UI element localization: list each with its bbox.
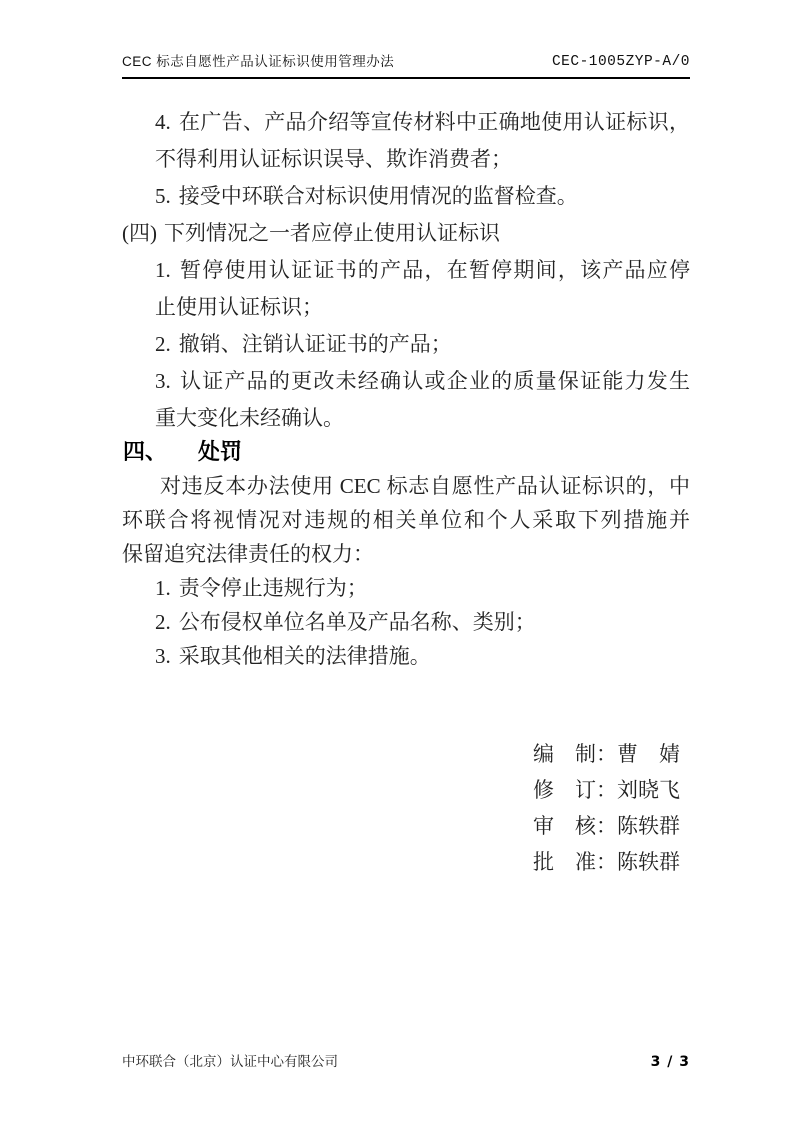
punishment-paragraph [122, 469, 690, 571]
list-item-5 [122, 178, 690, 215]
header-doc-number: CEC-1005ZYP-A/0 [551, 54, 690, 70]
list-item-line: 止使用认证标识； [155, 295, 323, 319]
signature-block [533, 736, 680, 880]
list-item-line [155, 571, 690, 605]
list-item-text: 接受中环联合对标识使用情况的监督检查。 [178, 184, 578, 208]
list-item-number: 2. [155, 610, 171, 634]
footer-company-name: 中环联合（北京）认证中心有限公司 [122, 1054, 338, 1069]
list-item-1 [122, 571, 690, 605]
section-heading-punishment [122, 437, 690, 469]
paragraph-line: 保留追究法律责任的权力： [122, 542, 374, 566]
page-footer [122, 1050, 690, 1070]
list-item-2 [122, 326, 690, 363]
paragraph-line: 对违反本办法使用 CEC 标志自愿性产品认证标识的，中 [160, 474, 690, 498]
list-item-3 [122, 639, 690, 673]
list-item-number: 1. [155, 576, 171, 600]
list-item-line [155, 178, 690, 215]
clause-text: 下列情况之一者应停止使用认证标识 [164, 221, 500, 245]
list-item-number: 5. [155, 184, 171, 208]
clause-line [122, 215, 690, 252]
list-item-text: 暂停使用认证证书的产品，在暂停期间，该产品应停 [178, 258, 690, 282]
list-item-1 [122, 252, 690, 326]
list-item-text: 撤销、注销认证证书的产品； [178, 332, 452, 356]
list-item-text: 认证产品的更改未经确认或企业的质量保证能力发生 [178, 369, 690, 393]
signature-row-approver: 批 准：陈轶群 [533, 850, 680, 874]
list-item-line [155, 605, 690, 639]
list-item-2 [122, 605, 690, 639]
list-item-line [155, 104, 690, 141]
list-item-line: 不得利用认证标识误导、欺诈消费者； [155, 147, 512, 171]
list-item-line [155, 326, 690, 363]
list-item-number: 2. [155, 332, 171, 356]
signature-row-compiler: 编 制：曹 婧 [533, 742, 680, 766]
list-item-number: 3. [155, 369, 171, 393]
punishment-measures-list [122, 571, 690, 673]
list-item-number: 1. [155, 258, 171, 282]
list-item-text: 在广告、产品介绍等宣传材料中正确地使用认证标识， [178, 110, 690, 134]
list-item-line [155, 363, 690, 400]
signature-row-reviser: 修 订：刘晓飞 [533, 778, 680, 802]
list-item-line [155, 252, 690, 289]
list-item-text: 责令停止违规行为； [178, 576, 368, 600]
signature-row-reviewer: 审 核：陈轶群 [533, 814, 680, 838]
list-item-line: 重大变化未经确认。 [155, 406, 344, 430]
paragraph-line: 环联合将视情况对违规的相关单位和个人采取下列措施并 [122, 508, 690, 532]
list-item-3 [122, 363, 690, 437]
section-heading-number: 四、 [123, 439, 168, 464]
list-item-text: 采取其他相关的法律措施。 [178, 644, 431, 668]
document-body [122, 104, 690, 673]
list-item-line [155, 639, 690, 673]
section-heading-title: 处罚 [198, 439, 243, 464]
clause-label: (四) [122, 221, 157, 245]
list-item-text: 公布侵权单位名单及产品名称、类别； [178, 610, 536, 634]
header-doc-title: CEC 标志自愿性产品认证标识使用管理办法 [122, 54, 395, 69]
clause-heading-4 [122, 215, 690, 252]
list-item-4 [122, 104, 690, 178]
list-item-number: 4. [155, 110, 171, 134]
list-item-number: 3. [155, 644, 171, 668]
footer-page-number: 3 / 3 [650, 1054, 690, 1070]
page-header [122, 50, 690, 79]
